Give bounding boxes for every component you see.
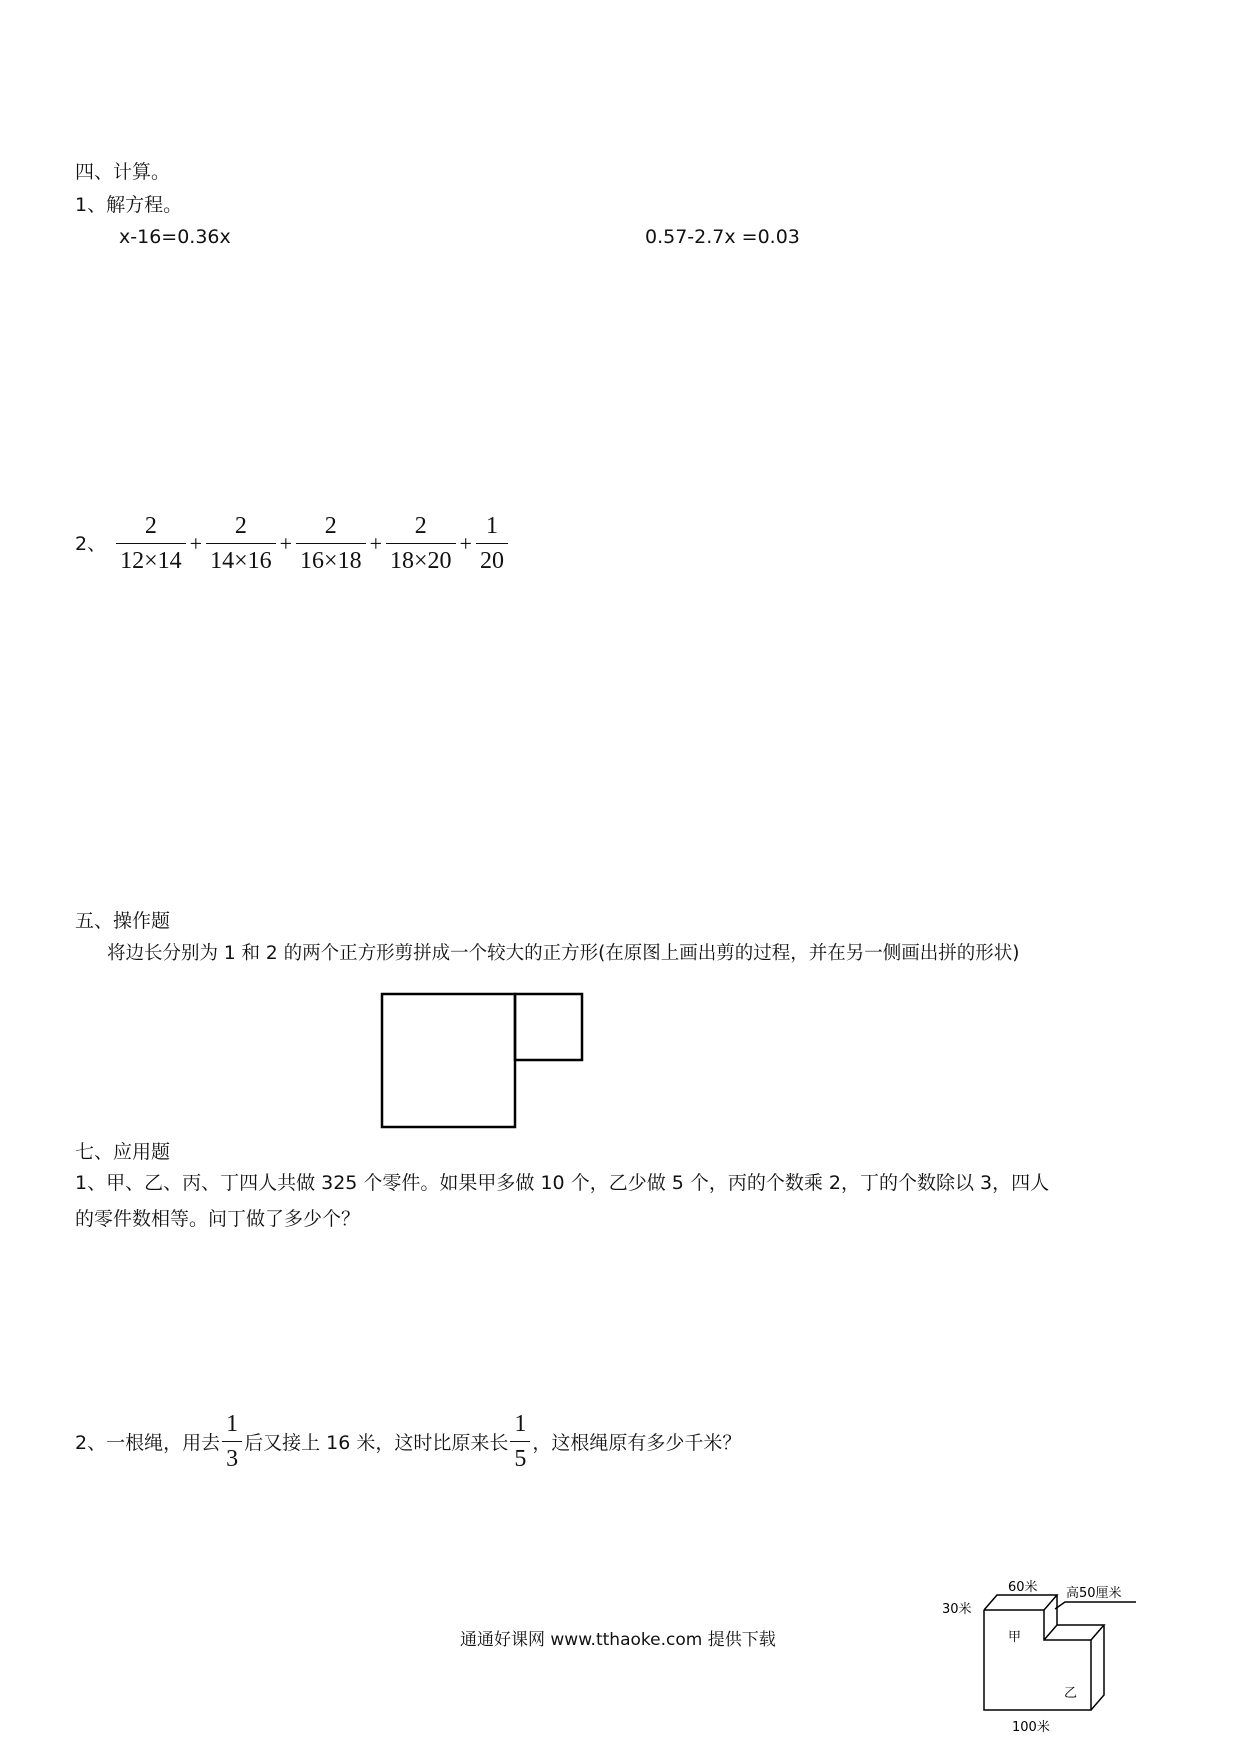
box-top-label: 60米 (1008, 1580, 1038, 1595)
question-2-text-b: 后又接上 16 米，这时比原来长 (244, 1432, 509, 1454)
section4-title: 四、计算。 (75, 161, 171, 183)
box-figure (940, 1575, 1140, 1745)
application-question-1 (75, 1165, 1049, 1237)
footer-download-note: 通通好课网 www.tthaoke.com 提供下载 (460, 1630, 776, 1650)
plus-sign: + (279, 530, 293, 556)
question-2-text-a: 2、一根绳，用去 (75, 1432, 221, 1454)
q2-label: 2、 (75, 532, 107, 555)
section5-title: 五、操作题 (75, 910, 171, 932)
large-square (382, 994, 515, 1127)
application-question-2 (75, 1410, 741, 1473)
question-1-line-1: 1、甲、乙、丙、丁四人共做 325 个零件。如果甲多做 10 个，乙少做 5 个，丙的个数乘 2，丁的个数除以 3，四人 (75, 1172, 1050, 1194)
fraction-4: $\frac{2}{18\times 20}$ (386, 512, 456, 575)
plus-sign: + (189, 530, 203, 556)
plus-sign: + (369, 530, 382, 556)
box-part-b: 乙 (1064, 1686, 1078, 1701)
question-1-line-2: 的零件数相等。问丁做了多少个？ (75, 1208, 361, 1230)
fraction-one-third: $\frac{1}{3}$ (222, 1410, 242, 1473)
equation-1: x-16=0.36x (119, 226, 231, 248)
box-bottom-label: 100米 (1012, 1720, 1050, 1735)
box-left-label: 30米 (942, 1602, 972, 1617)
question-2-text-c: ，这根绳原有多少千米？ (532, 1432, 742, 1454)
fraction-2: $\frac{2}{14\times 16}$ (206, 512, 276, 575)
fraction-1: $\frac{2}{12\times 14}$ (116, 512, 186, 575)
section7-title: 七、应用题 (75, 1141, 171, 1163)
q1-label: 1、解方程。 (75, 194, 183, 216)
box-height-note: 高50厘米 (1066, 1586, 1122, 1601)
equation-2: 0.57-2.7x =0.03 (645, 226, 800, 248)
small-square (515, 994, 582, 1060)
fraction-3: $\frac{2}{16\times 18}$ (296, 512, 366, 575)
fraction-5: $\frac{1}{20}$ (476, 512, 508, 575)
fraction-sum-expression (75, 512, 508, 575)
fraction-one-fifth: $\frac{1}{5}$ (510, 1410, 530, 1473)
operation-instruction: 将边长分别为 1 和 2 的两个正方形剪拼成一个较大的正方形(在原图上画出剪的过程，并在另一侧画出拼的形状) (107, 943, 1020, 964)
two-squares-figure (370, 985, 590, 1135)
plus-sign: + (459, 530, 472, 556)
box-part-a: 甲 (1008, 1630, 1022, 1645)
